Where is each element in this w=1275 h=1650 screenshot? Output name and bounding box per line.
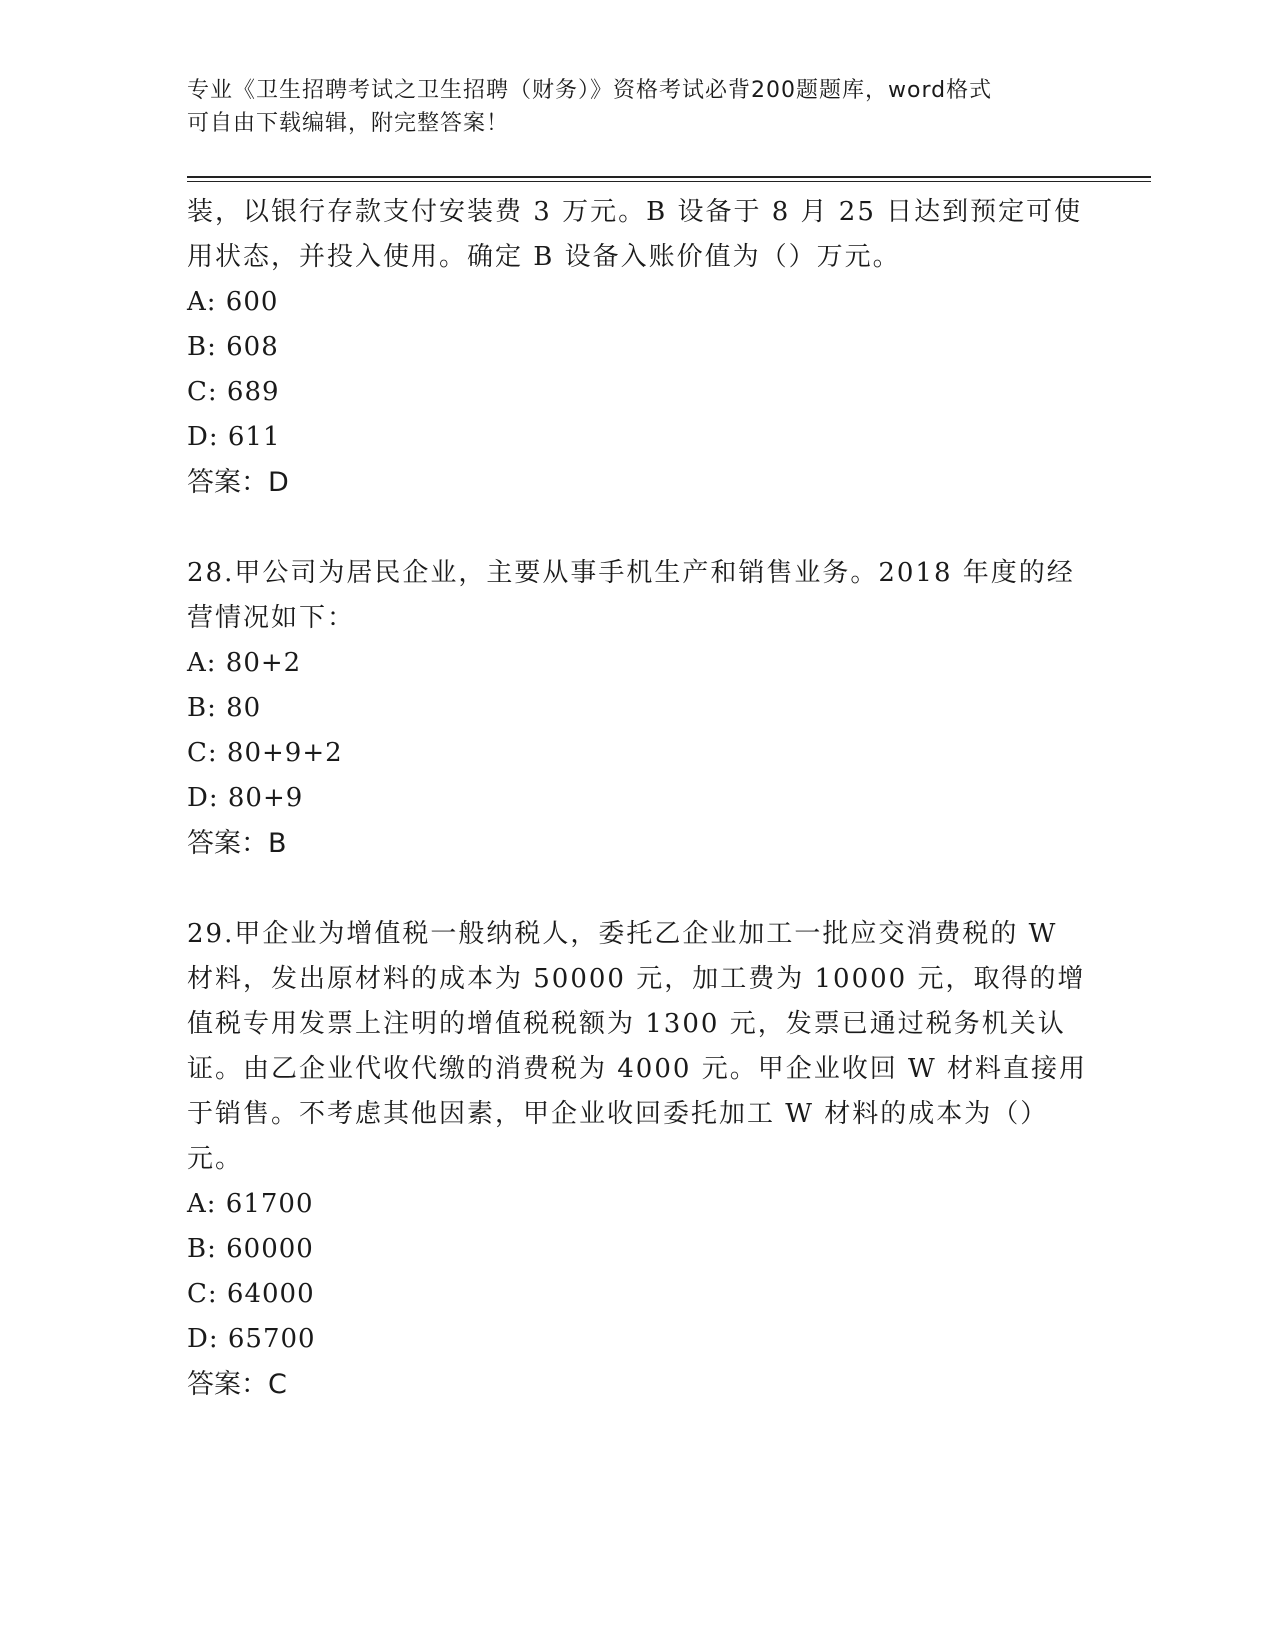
option-a: A: 80+2	[187, 648, 302, 678]
question-block	[187, 551, 1087, 866]
question-line: 装，以银行存款支付安装费 3 万元。B 设备于 8 月 25 日达到预定可使	[187, 197, 1083, 227]
option-d: D: 80+9	[187, 783, 304, 813]
question-text	[187, 190, 1087, 280]
question-line: 证。由乙企业代收代缴的消费税为 4000 元。甲企业收回 W 材料直接用	[187, 1054, 1087, 1084]
question-line: 值税专用发票上注明的增值税税额为 1300 元，发票已通过税务机关认	[187, 1009, 1066, 1039]
answer-line: 答案：B	[187, 828, 287, 859]
question-line: 营情况如下：	[187, 603, 356, 633]
option-a: A: 600	[187, 287, 279, 317]
option-c: C: 64000	[187, 1279, 315, 1309]
option-d: D: 611	[187, 422, 281, 452]
question-list	[187, 190, 1087, 1407]
document-header	[187, 74, 1067, 140]
option-c: C: 689	[187, 377, 280, 407]
answer-line: 答案：C	[187, 1369, 287, 1400]
option-b: B: 608	[187, 332, 279, 362]
question-line: 29.甲企业为增值税一般纳税人，委托乙企业加工一批应交消费税的 W	[187, 919, 1058, 949]
question-line: 用状态，并投入使用。确定 B 设备入账价值为（）万元。	[187, 242, 901, 272]
question-line: 于销售。不考虑其他因素，甲企业收回委托加工 W 材料的成本为（）	[187, 1099, 1049, 1129]
answer-line: 答案：D	[187, 467, 289, 498]
header-line-1: 专业《卫生招聘考试之卫生招聘（财务）》资格考试必背200题题库，word格式	[187, 78, 993, 103]
header-line-2: 可自由下载编辑，附完整答案！	[187, 111, 510, 136]
header-divider	[187, 176, 1151, 182]
question-text	[187, 912, 1087, 1182]
question-line: 材料，发出原材料的成本为 50000 元，加工费为 10000 元，取得的增	[187, 964, 1086, 994]
option-b: B: 80	[187, 693, 262, 723]
question-line: 元。	[187, 1144, 244, 1174]
question-block	[187, 190, 1087, 505]
question-block	[187, 912, 1087, 1407]
option-d: D: 65700	[187, 1324, 316, 1354]
option-b: B: 60000	[187, 1234, 314, 1264]
question-text	[187, 551, 1087, 641]
option-a: A: 61700	[187, 1189, 314, 1219]
spacer	[187, 866, 1087, 912]
option-c: C: 80+9+2	[187, 738, 343, 768]
question-line: 28.甲公司为居民企业，主要从事手机生产和销售业务。2018 年度的经	[187, 558, 1075, 588]
spacer	[187, 505, 1087, 551]
